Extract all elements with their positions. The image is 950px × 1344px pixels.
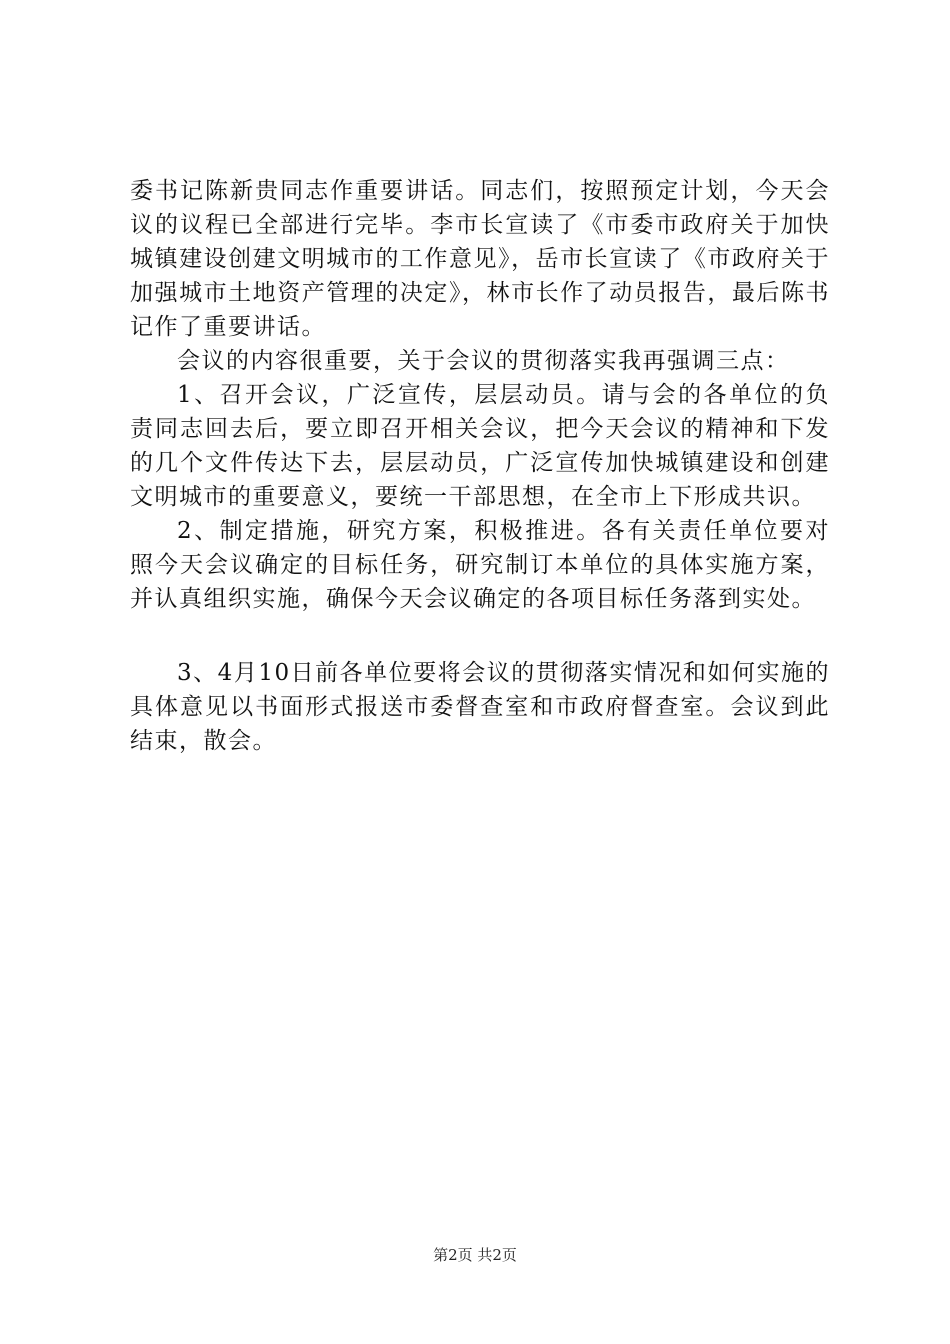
document-body (130, 174, 830, 758)
paragraph-point-3: 3、4月10日前各单位要将会议的贯彻落实情况和如何实施的具体意见以书面形式报送市委督查室和市政府督查室。会议到此结束，散会。 (130, 660, 830, 754)
paragraph-intro-points: 会议的内容很重要，关于会议的贯彻落实我再强调三点： (177, 348, 790, 374)
paragraph-continuation: 委书记陈新贵同志作重要讲话。同志们，按照预定计划，今天会议的议程已全部进行完毕。李市长宣读了《市委市政府关于加快城镇建设创建文明城市的工作意见》，岳市长宣读了《市政府关于加强城市土地资产管理的决定》，林市长作了动员报告，最后陈书记作了重要讲话。 (130, 178, 830, 340)
paragraph-point-1: 1、召开会议，广泛宣传，层层动员。请与会的各单位的负责同志回去后，要立即召开相关会议，把今天会议的精神和下发的几个文件传达下去，层层动员，广泛宣传加快城镇建设和创建文明城市的重要意义，要统一干部思想，在全市上下形成共识。 (130, 382, 830, 510)
paragraph-point-2: 2、制定措施，研究方案，积极推进。各有关责任单位要对照今天会议确定的目标任务，研究制订本单位的具体实施方案，并认真组织实施，确保今天会议确定的各项目标任务落到实处。 (130, 518, 830, 612)
page-number-footer: 第2页 共2页 (433, 1246, 517, 1264)
